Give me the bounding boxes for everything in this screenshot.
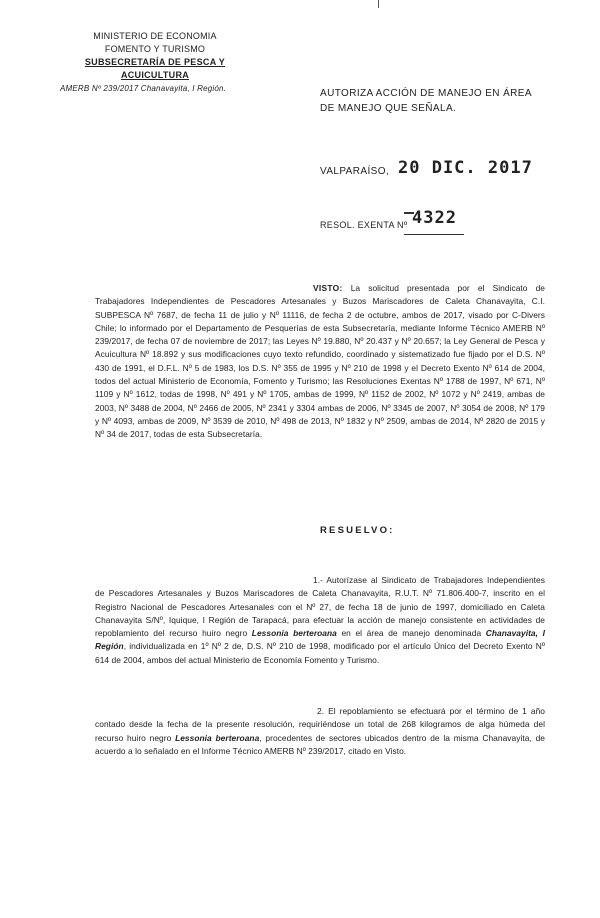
area-name: Chanavayita, I Región <box>95 628 545 652</box>
resolution-number: 4322 <box>412 208 457 228</box>
species-name-2: Lessonia berteroana <box>175 732 260 743</box>
date-line <box>320 158 560 188</box>
article-1-mid: en el área de manejo denominada <box>341 628 482 639</box>
place-name: VALPARAÍSO, <box>320 166 390 177</box>
visto-text: La solicitud presentada por el Sindicato de Trabajadores Independientes de Pescadores Artesanales y Buzos Mariscadores de Caleta Chanavayita, C.I. SUBPESCA Nº 7687, de fecha 11 de julio y Nº 11116, de fecha 2 de octubre, ambos de 2017, visado por C-Divers Chile; lo informado por el Departamento de Pesquerías de esta Subsecretaría, mediante Informe Técnico AMERB Nº 239/2017, de fecha 07 de noviembre de 2017; las Leyes Nº 19.880, Nº 20.437 y Nº 20.657; la Ley General de Pesca y Acuicultura Nº 18.892 y sus modificaciones cuyo texto refundido, coordinado y sistematizado fue fijado por el D.S. Nº 430 de 1991, el D.F.L. Nº 5 de 1983, los D.S. Nº 355 de 1995 y Nº 210 de 1998 y el Decreto Exento Nº 614 de 2004, todos del actual Ministerio de Economía, Fomento y Turismo; las Resoluciones Exentas Nº 1788 de 1997, Nº 671, Nº 1109 y Nº 1612, todas de 1998, Nº 491 y Nº 1705, ambas de 1999, Nº 1152 de 2002, Nº 1072 y Nº 2419, ambas de 2003, Nº 3488 de 2004, Nº 2466 de 2005, Nº 2341 y 3304 ambas de 2006, Nº 3345 de 2007, Nº 3054 de 2008, Nº 179 y Nº 4093, ambas de 2009, Nº 3539 de 2010, Nº 498 de 2013, Nº 1832 y Nº 2509, ambas de 2014, Nº 2820 de 2015 y Nº 34 de 2017, todas de esta Subsecretaría. <box>95 283 545 440</box>
resolution-label: RESOL. EXENTA Nº <box>320 220 408 230</box>
article-1-end: , individualizada en 1º Nº 2 de, D.S. Nº 210 de 1998, modificado por el artículo Único del Decreto Exento Nº 614 de 2004, ambos del actual Ministerio de Economía Fomento y Turismo. <box>95 641 545 665</box>
scan-mark <box>378 0 379 8</box>
ministry-line-2: FOMENTO Y TURISMO <box>104 44 206 54</box>
reference-line: AMERB Nº 239/2017 Chanavayita, I Región. <box>60 84 227 93</box>
date-stamp: 20 DIC. 2017 <box>398 158 533 178</box>
resolution-subject: AUTORIZA ACCIÓN DE MANEJO EN ÁREA DE MANEJO QUE SEÑALA. <box>320 88 532 114</box>
resolution-number-line <box>320 208 560 238</box>
article-1 <box>95 574 545 667</box>
ministry-line: MINISTERIO DE ECONOMIA <box>93 31 217 41</box>
article-1-text: 1.- Autorízase al Sindicato de Trabajadores Independientes de Pescadores Artesanales y Buzos Mariscadores de Caleta Chanavayita, R.U.T. Nº 71.806.400-7, inscrito en el Registro Nacional de Pescadores Artesanales con el Nº 27, de fecha 18 de junio de 1997, domiciliado en Caleta Chanavayita S/Nº, Iquique, I Región de Tarapacá, para efectuar la acción de manejo consistente en actividades de repoblamiento del recurso huiro negro <box>95 575 545 639</box>
issuer-header <box>60 30 250 95</box>
article-2-text: 2. El repoblamiento se efectuará por el término de 1 año contado desde la fecha de la presente resolución, requiriéndose un total de 268 kilogramos de alga húmeda del recurso huiro negro <box>95 706 545 743</box>
stamp-underline <box>404 234 464 235</box>
subsecretariat-line: SUBSECRETARÍA DE PESCA Y ACUICULTURA <box>84 57 226 80</box>
article-2 <box>95 705 545 758</box>
article-2-end: , procedentes de sectores ubicados dentro de la misma Chanavayita, de acuerdo a lo señalado en el Informe Técnico AMERB Nº 239/2017, citado en Visto. <box>95 732 545 756</box>
species-name: Lessonia berteroana <box>251 628 337 639</box>
visto-label: VISTO: <box>313 283 343 293</box>
visto-paragraph <box>95 282 545 442</box>
resuelvo-heading: RESUELVO: <box>320 525 395 536</box>
